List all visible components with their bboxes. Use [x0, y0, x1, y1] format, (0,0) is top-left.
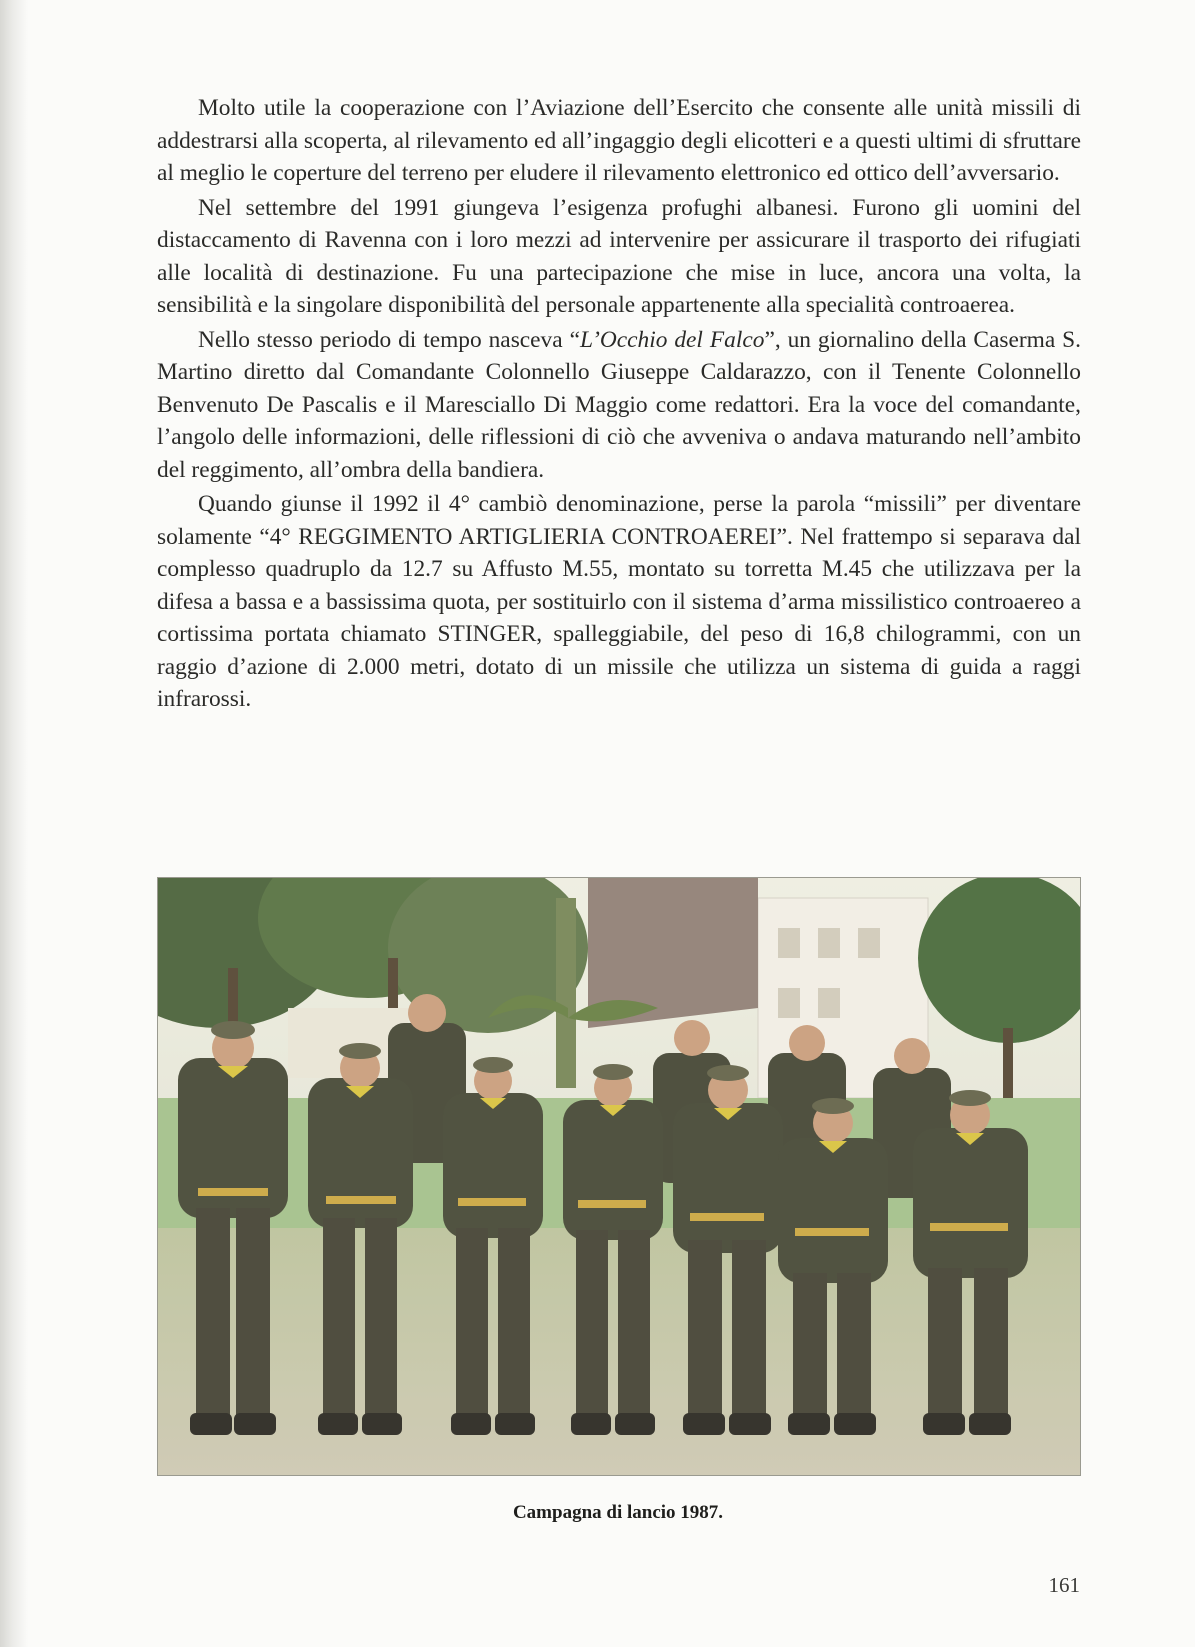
- paragraph-profughi: Nel settembre del 1991 giungeva l’esigenza profughi albanesi. Furono gli uomini del distaccamento di Ravenna con i loro mezzi ad intervenire per assicurare il trasporto dei rifugiati alle località di destinazione. Fu una partecipazione che mise in luce, ancora una volta, la sensibilità e la singolare disponibilità del personale appartenente alla specialità controaerea.: [157, 194, 1081, 318]
- group-photo-illustration: [158, 878, 1080, 1475]
- body-text: [157, 92, 1081, 716]
- group-photo: [157, 877, 1081, 1476]
- journal-title: L’Occhio del Falco: [579, 326, 765, 353]
- paragraph-aviazione: Molto utile la cooperazione con l’Aviazione dell’Esercito che consente alle unità missili di addestrarsi alla scoperta, al rilevamento ed all’ingaggio degli elicotteri e a questi ultimi di sfruttare al meglio le coperture del terreno per eludere il rilevamento elettronico ed ottico dell’avversario.: [157, 95, 1081, 186]
- photo-caption: Campagna di lancio 1987.: [512, 1502, 724, 1523]
- paragraph-stinger: Quando giunse il 1992 il 4° cambiò denominazione, perse la parola “missili” per diventare solamente “4° REGGIMENTO ARTIGLIERIA CONTROAEREI”. Nel frattempo si separava dal complesso quadruplo da 12.7 su Affusto M.55, montato su torretta M.45 che utilizzava per la difesa a bassa e a bassissima quota, per sostituirlo con il sistema d’arma missilistico controaereo a cortissima portata chiamato STINGER, spalleggiabile, del peso di 16,8 chilogrammi, con un raggio d’azione di 2.000 metri, dotato di un missile che utilizza un sistema di guida a raggi infrarossi.: [157, 491, 1081, 712]
- paragraph-occhio-del-falco: [157, 324, 1081, 487]
- paragraph-occhio-before: Nello stesso periodo di tempo nasceva “: [198, 326, 580, 353]
- page-number: 161: [1048, 1573, 1080, 1597]
- paragraph-occhio-after: ”, un giornalino della Caserma S. Martino diretto dal Comandante Colonnello Giuseppe Caldarazzo, con il Tenente Colonnello Benvenuto De Pascalis e il Maresciallo Di Maggio come redattori. Era la voce del comandante, l’angolo delle informazioni, delle riflessioni di ciò che avveniva o andava maturando nell’ambito del reggimento, all’ombra della bandiera.: [157, 326, 1082, 483]
- page-edge-shadow: [0, 0, 28, 1647]
